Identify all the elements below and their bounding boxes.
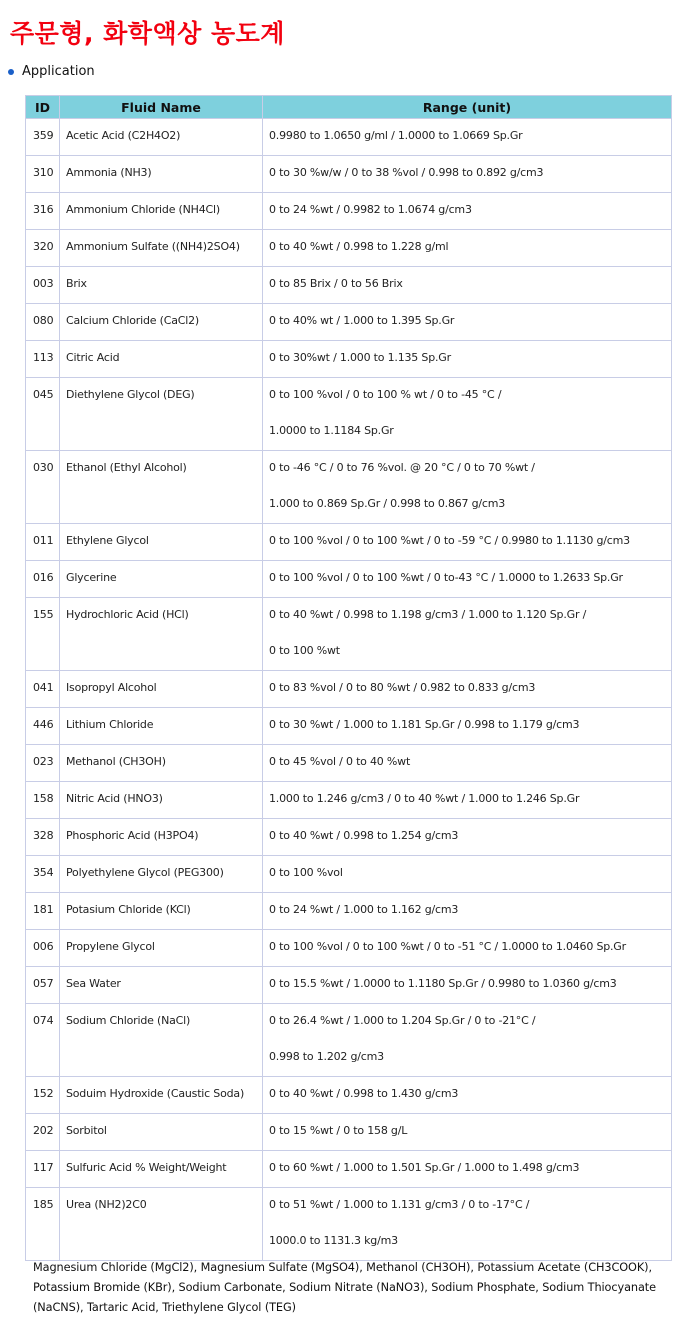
fluid-id: 057 [26,967,60,1004]
fluid-id: 117 [26,1151,60,1188]
fluid-name: Diethylene Glycol (DEG) [60,378,263,451]
fluid-id: 181 [26,893,60,930]
fluid-range [263,1077,672,1114]
fluid-range [263,193,672,230]
fluid-id: 328 [26,819,60,856]
table-row [26,708,672,745]
fluid-name: Sodium Chloride (NaCl) [60,1004,263,1077]
fluid-name: Ammonium Sulfate ((NH4)2SO4) [60,230,263,267]
table-row [26,893,672,930]
fluid-range [263,1114,672,1151]
fluid-id: 316 [26,193,60,230]
fluid-name: Calcium Chloride (CaCl2) [60,304,263,341]
fluid-range [263,156,672,193]
range-line: 0 to 85 Brix / 0 to 56 Brix [269,277,403,290]
fluid-range [263,1004,672,1077]
fluid-id: 045 [26,378,60,451]
column-header-range: Range (unit) [263,96,672,119]
fluid-name: Brix [60,267,263,304]
range-line: 0 to 24 %wt / 0.9982 to 1.0674 g/cm3 [269,203,472,216]
fluid-range [263,930,672,967]
range-line: 0 to 40% wt / 1.000 to 1.395 Sp.Gr [269,314,455,327]
table-row [26,1004,672,1077]
fluid-id: 158 [26,782,60,819]
range-line: 0 to 51 %wt / 1.000 to 1.131 g/cm3 / 0 to -17°C / [269,1198,530,1211]
table-row [26,1077,672,1114]
section-label: Application [22,64,95,79]
fluid-id: 030 [26,451,60,524]
range-line: 0 to 100 %vol / 0 to 100 %wt / 0 to-43 °C / 1.0000 to 1.2633 Sp.Gr [269,571,623,584]
fluid-range [263,1188,672,1261]
fluid-name: Acetic Acid (C2H4O2) [60,119,263,156]
fluid-id: 354 [26,856,60,893]
range-line: 1.000 to 1.246 g/cm3 / 0 to 40 %wt / 1.000 to 1.246 Sp.Gr [269,792,580,805]
fluid-id: 080 [26,304,60,341]
fluid-name: Ammonia (NH3) [60,156,263,193]
fluid-range [263,671,672,708]
fluid-id: 003 [26,267,60,304]
range-line: 0 to 83 %vol / 0 to 80 %wt / 0.982 to 0.833 g/cm3 [269,681,536,694]
fluid-id: 155 [26,598,60,671]
range-line: 0 to 24 %wt / 1.000 to 1.162 g/cm3 [269,903,459,916]
fluid-id: 152 [26,1077,60,1114]
fluid-id: 359 [26,119,60,156]
table-row [26,267,672,304]
range-line: 0 to 100 %wt [269,644,340,657]
range-line: 0 to 100 %vol / 0 to 100 %wt / 0 to -51 °C / 1.0000 to 1.0460 Sp.Gr [269,940,626,953]
range-line: 0 to -46 °C / 0 to 76 %vol. @ 20 °C / 0 to 70 %wt / [269,461,535,474]
range-line: 0 to 100 %vol / 0 to 100 % wt / 0 to -45 °C / [269,388,502,401]
fluid-name: Citric Acid [60,341,263,378]
fluid-range [263,745,672,782]
fluid-id: 320 [26,230,60,267]
fluid-name: Isopropyl Alcohol [60,671,263,708]
column-header-fluid-name: Fluid Name [60,96,263,119]
fluid-name: Glycerine [60,561,263,598]
fluid-name: Urea (NH2)2C0 [60,1188,263,1261]
fluid-id: 074 [26,1004,60,1077]
range-line: 0 to 40 %wt / 0.998 to 1.254 g/cm3 [269,829,459,842]
application-table [25,95,672,1261]
fluid-name: Ethylene Glycol [60,524,263,561]
table-row [26,561,672,598]
fluid-id: 016 [26,561,60,598]
fluid-range [263,230,672,267]
range-line: 0 to 40 %wt / 0.998 to 1.430 g/cm3 [269,1087,459,1100]
table-row [26,230,672,267]
range-line: 0 to 45 %vol / 0 to 40 %wt [269,755,411,768]
table-row [26,598,672,671]
fluid-range [263,267,672,304]
table-row [26,671,672,708]
fluid-name: Ammonium Chloride (NH4Cl) [60,193,263,230]
fluid-name: Sulfuric Acid % Weight/Weight [60,1151,263,1188]
range-line: 0 to 30%wt / 1.000 to 1.135 Sp.Gr [269,351,451,364]
fluid-range [263,893,672,930]
fluid-name: Soduim Hydroxide (Caustic Soda) [60,1077,263,1114]
fluid-range [263,1151,672,1188]
fluid-range [263,341,672,378]
table-row [26,119,672,156]
range-line: 0 to 40 %wt / 0.998 to 1.198 g/cm3 / 1.000 to 1.120 Sp.Gr / [269,608,587,621]
additional-fluids-note: Magnesium Chloride (MgCl2), Magnesium Sulfate (MgSO4), Methanol (CH3OH), Potassium Acetate (CH3COOK), Potassium Bromide (KBr), Sodium Carbonate, Sodium Nitrate (NaNO3), Sodium Phosphate, Sodium Thiocyanate (NaCNS), Tartaric Acid, Triethylene Glycol (TEG) [33,1261,656,1314]
fluid-name: Phosphoric Acid (H3PO4) [60,819,263,856]
range-line: 0 to 15.5 %wt / 1.0000 to 1.1180 Sp.Gr / 0.9980 to 1.0360 g/cm3 [269,977,617,990]
fluid-id: 006 [26,930,60,967]
table-row [26,524,672,561]
fluid-name: Ethanol (Ethyl Alcohol) [60,451,263,524]
fluid-id: 113 [26,341,60,378]
table-header-row [26,96,672,119]
range-line: 0 to 26.4 %wt / 1.000 to 1.204 Sp.Gr / 0 to -21°C / [269,1014,536,1027]
bullet-icon [8,69,14,75]
table-row [26,341,672,378]
fluid-id: 202 [26,1114,60,1151]
table-row [26,856,672,893]
fluid-id: 041 [26,671,60,708]
table-row [26,156,672,193]
table-row [26,451,672,524]
page-title: 주문형, 화학액상 농도계 [10,19,285,48]
range-line: 1000.0 to 1131.3 kg/m3 [269,1234,398,1247]
fluid-range [263,598,672,671]
fluid-id: 185 [26,1188,60,1261]
table-row [26,782,672,819]
fluid-name: Sea Water [60,967,263,1004]
range-line: 0 to 100 %vol / 0 to 100 %wt / 0 to -59 °C / 0.9980 to 1.1130 g/cm3 [269,534,630,547]
range-line: 0.9980 to 1.0650 g/ml / 1.0000 to 1.0669 Sp.Gr [269,129,523,142]
fluid-range [263,819,672,856]
fluid-name: Methanol (CH3OH) [60,745,263,782]
table-row [26,745,672,782]
table-row [26,193,672,230]
fluid-name: Nitric Acid (HNO3) [60,782,263,819]
range-line: 0 to 15 %wt / 0 to 158 g/L [269,1124,408,1137]
fluid-range [263,304,672,341]
range-line: 0 to 40 %wt / 0.998 to 1.228 g/ml [269,240,449,253]
range-line: 0 to 60 %wt / 1.000 to 1.501 Sp.Gr / 1.000 to 1.498 g/cm3 [269,1161,580,1174]
fluid-name: Polyethylene Glycol (PEG300) [60,856,263,893]
table-row [26,1151,672,1188]
table-row [26,1188,672,1261]
table-row [26,304,672,341]
table-row [26,930,672,967]
fluid-range [263,708,672,745]
fluid-range [263,524,672,561]
fluid-id: 023 [26,745,60,782]
fluid-range [263,782,672,819]
range-line: 0 to 100 %vol [269,866,343,879]
range-line: 0 to 30 %w/w / 0 to 38 %vol / 0.998 to 0.892 g/cm3 [269,166,544,179]
fluid-range [263,561,672,598]
fluid-id: 446 [26,708,60,745]
fluid-name: Sorbitol [60,1114,263,1151]
table-row [26,378,672,451]
fluid-name: Hydrochloric Acid (HCl) [60,598,263,671]
section-heading [8,64,95,79]
fluid-name: Propylene Glycol [60,930,263,967]
fluid-id: 011 [26,524,60,561]
table-row [26,1114,672,1151]
range-line: 1.000 to 0.869 Sp.Gr / 0.998 to 0.867 g/cm3 [269,497,506,510]
fluid-range [263,856,672,893]
range-line: 0.998 to 1.202 g/cm3 [269,1050,384,1063]
table-row [26,819,672,856]
fluid-name: Potasium Chloride (KCl) [60,893,263,930]
fluid-range [263,451,672,524]
table-row [26,967,672,1004]
fluid-range [263,119,672,156]
range-line: 1.0000 to 1.1184 Sp.Gr [269,424,394,437]
fluid-range [263,378,672,451]
fluid-name: Lithium Chloride [60,708,263,745]
range-line: 0 to 30 %wt / 1.000 to 1.181 Sp.Gr / 0.998 to 1.179 g/cm3 [269,718,580,731]
fluid-range [263,967,672,1004]
fluid-id: 310 [26,156,60,193]
column-header-id: ID [26,96,60,119]
